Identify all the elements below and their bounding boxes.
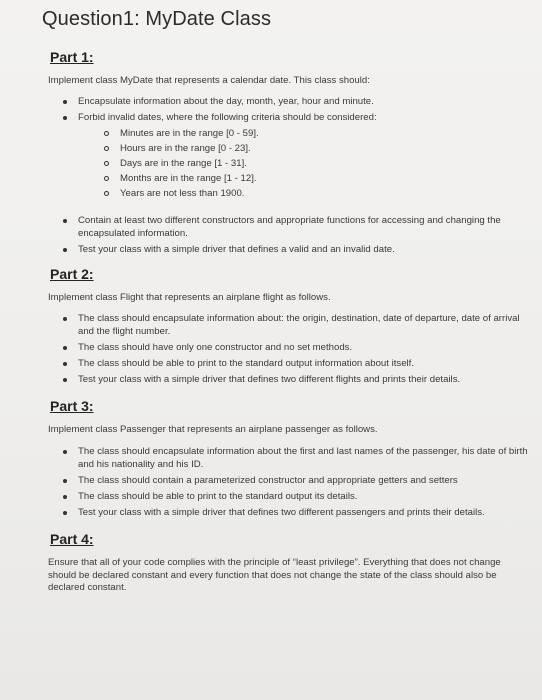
sublist-item-text: Months are in the range [1 - 12]. [120,173,257,184]
list-item-text: The class should be able to print to the standard output its details. [78,491,358,502]
list-item [48,111,528,200]
bullet-icon [63,378,67,382]
list-item [48,243,528,256]
bullet-icon [63,248,67,252]
list-item [48,214,528,240]
sublist-item [92,172,528,185]
part-3-heading: Part 3: [50,398,94,414]
hollow-bullet-icon [104,191,109,196]
bullet-icon [63,450,67,454]
hollow-bullet-icon [104,176,109,181]
list-item-text: The class should have only one constructor and no set methods. [78,342,353,353]
list-item [48,341,528,354]
sublist-item-text: Years are not less than 1900. [120,188,245,199]
criteria-sublist [78,127,528,200]
part-1-list [48,95,528,256]
bullet-icon [63,495,67,499]
part-1-heading: Part 1: [50,49,94,65]
part-2-heading: Part 2: [50,266,94,282]
page-title: Question1: MyDate Class [42,8,272,30]
part-4-section [48,531,528,595]
part-3-section [48,398,528,519]
list-item-text: Contain at least two different constructors and appropriate functions for accessing and changing the encapsulated information. [78,215,501,239]
hollow-bullet-icon [104,131,109,136]
list-item-text: The class should encapsulate information about: the origin, destination, date of departure, date of arrival and the flight number. [78,313,520,337]
list-item-text: Test your class with a simple driver that defines a valid and an invalid date. [78,244,395,255]
list-item [48,95,528,108]
part-3-intro: Implement class Passenger that represents an airplane passenger as follows. [48,424,378,435]
part-1-section [48,49,528,256]
list-item-text: The class should encapsulate information about the first and last names of the passenger, his date of birth and his nationality and his ID. [78,446,528,470]
list-item [48,474,528,487]
sublist-item-text: Minutes are in the range [0 - 59]. [120,128,259,139]
part-2-list [48,312,528,386]
list-item [48,445,528,471]
part-4-body: Ensure that all of your code complies with the principle of “least privilege”. Everything that does not change should be declared constant and every function that does not change the state of the class should also be declared constant. [48,557,501,593]
sublist-item-text: Hours are in the range [0 - 23]. [120,143,251,154]
list-item-text: Encapsulate information about the day, month, year, hour and minute. [78,96,374,107]
list-item-text: Forbid invalid dates, where the following criteria should be considered: [78,112,377,123]
sublist-item [92,127,528,140]
part-2-section [48,266,528,386]
list-item-text: The class should contain a parameterized constructor and appropriate getters and setters [78,475,458,486]
list-item-text: Test your class with a simple driver that defines two different flights and prints their details. [78,374,461,385]
sublist-item-text: Days are in the range [1 - 31]. [120,158,247,169]
part-1-intro: Implement class MyDate that represents a calendar date. This class should: [48,75,370,86]
sublist-item [92,187,528,200]
part-3-list [48,445,528,519]
hollow-bullet-icon [104,161,109,166]
sublist-item [92,157,528,170]
list-item [48,357,528,370]
bullet-icon [63,317,67,321]
bullet-icon [63,362,67,366]
bullet-icon [63,346,67,350]
bullet-icon [63,219,67,223]
list-item-text: The class should be able to print to the standard output information about itself. [78,358,414,369]
bullet-icon [63,511,67,515]
hollow-bullet-icon [104,146,109,151]
part-4-heading: Part 4: [50,531,94,547]
bullet-icon [63,116,67,120]
list-item-text: Test your class with a simple driver that defines two different passengers and prints their details. [78,507,485,518]
part-2-intro: Implement class Flight that represents an airplane flight as follows. [48,292,331,303]
bullet-icon [63,100,67,104]
list-item [48,312,528,338]
list-item [48,506,528,519]
sublist-item [92,142,528,155]
list-item [48,373,528,386]
list-item [48,490,528,503]
bullet-icon [63,479,67,483]
